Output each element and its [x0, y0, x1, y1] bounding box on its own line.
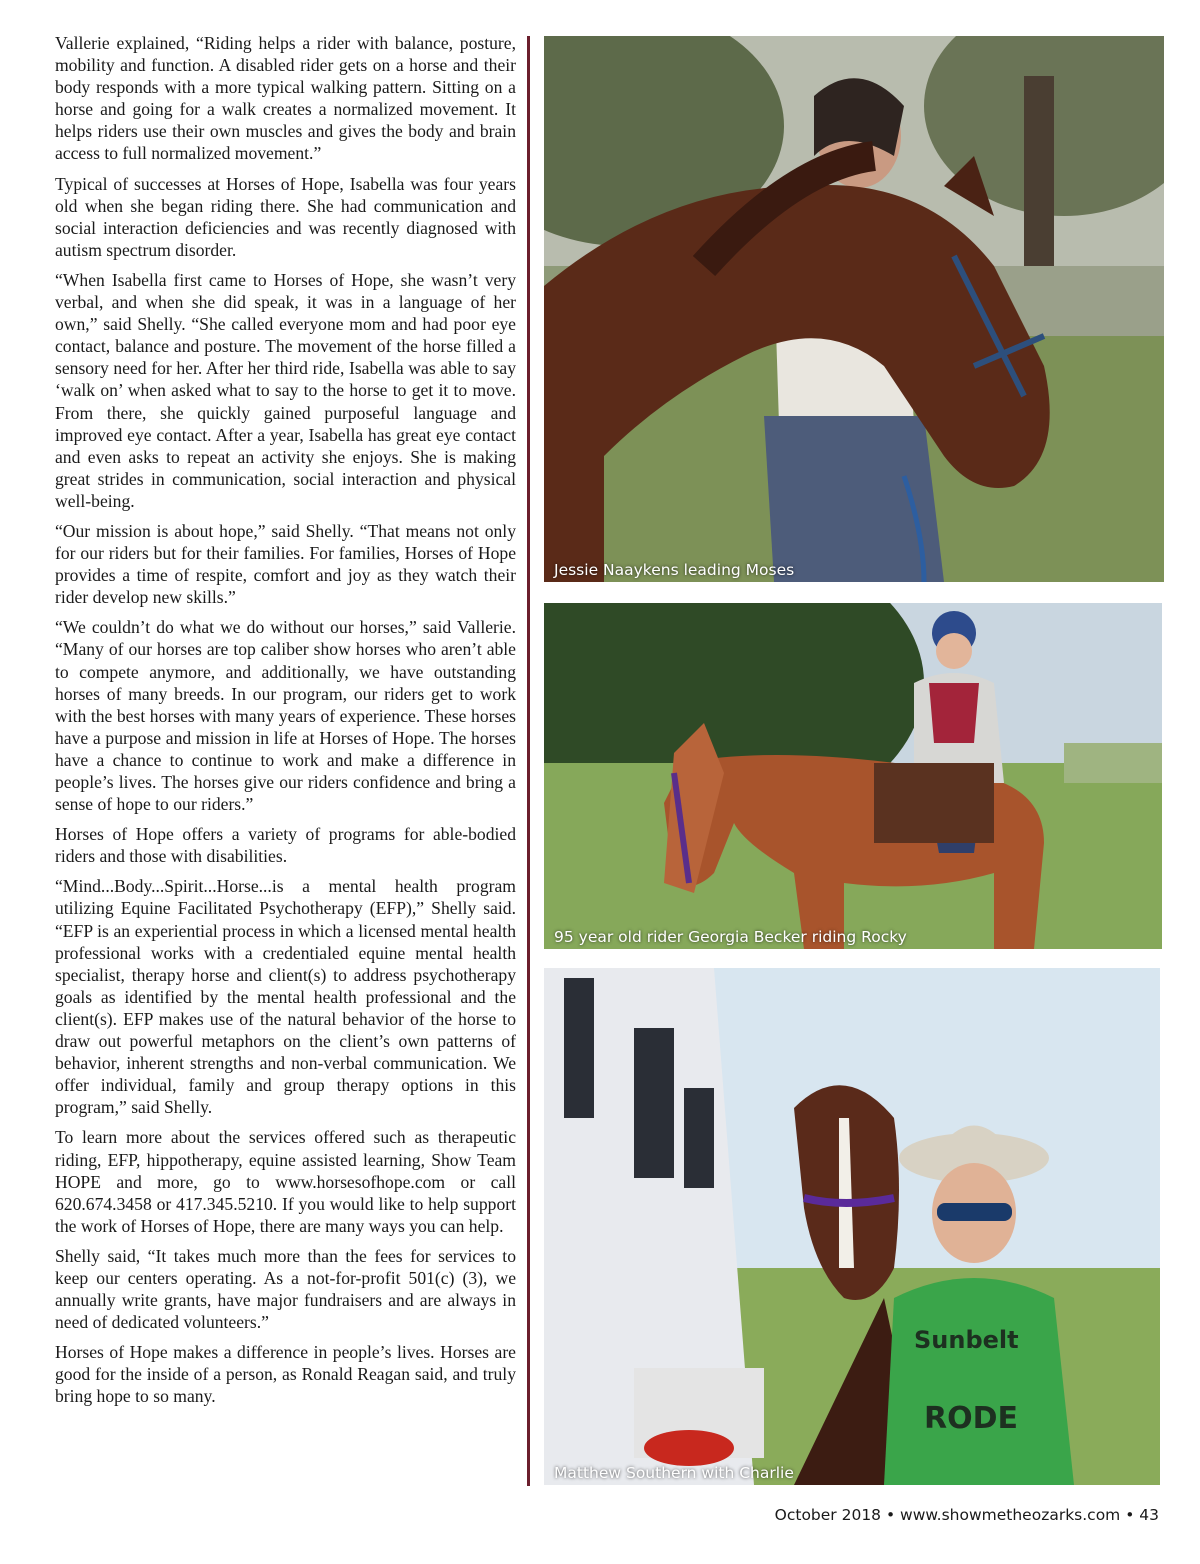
photo-illustration — [544, 36, 1164, 582]
photo-jessie-leading-moses — [544, 36, 1164, 582]
paragraph: To learn more about the services offered such as therapeutic riding, EFP, hippotherapy, equine assisted learning, Show Team HOPE and more, go to www.horsesofhope.com or call 620.674.3458 or 417.345.5210. If you would like to help support the work of Horses of Hope, there are many ways you can help. — [55, 1127, 516, 1236]
paragraph: “When Isabella first came to Horses of Hope, she wasn’t very verbal, and when she did speak, it was in a language of her own,” said Shelly. “She called everyone mom and had poor eye contact, balance and posture. The movement of the horse filled a sensory need for her. After her third ride, Isabella was able to say ‘walk on’ when asked what to say to the horse to get it to move. From there, she quickly gained purposeful language and improved eye contact. After a year, Isabella has great eye contact and even asks to repeat an activity she enjoys. She is making great strides in communication, social interaction and physical well-being. — [55, 269, 516, 511]
paragraph: Typical of successes at Horses of Hope, Isabella was four years old when she began riding there. She had communication and social interaction deficiencies and was recently diagnosed with autism spectrum disorder. — [55, 173, 516, 260]
column-divider — [527, 36, 530, 1486]
paragraph: Shelly said, “It takes much more than the fees for services to keep our centers operating. As a not-for-profit 501(c) (3), we annually write grants, have major fundraisers and are always in need of dedicated volunteers.” — [55, 1245, 516, 1333]
photo-caption: Jessie Naaykens leading Moses — [554, 561, 795, 579]
paragraph: “Mind...Body...Spirit...Horse...is a mental health program utilizing Equine Facilitated Psychotherapy (EFP),” Shelly said. “EFP is an experiential process in which a licensed mental health professional works with a credentialed equine mental health specialist, therapy horse and client(s) to address psychotherapy goals as identified by the mental health professional and the client(s). EFP makes use of the natural behavior of the horse to draw out powerful metaphors on the client’s own patterns of behavior, inherent strengths and non-verbal communication. We offer individual, family and group therapy options in this program,” said Shelly. — [55, 876, 516, 1118]
article-body — [55, 32, 516, 1416]
paragraph: Horses of Hope makes a difference in people’s lives. Horses are good for the inside of a person, as Ronald Reagan said, and truly bring hope to so many. — [55, 1342, 516, 1407]
photo-georgia-riding-rocky — [544, 603, 1162, 949]
paragraph: Horses of Hope offers a variety of programs for able-bodied riders and those with disabilities. — [55, 824, 516, 867]
photo-illustration — [544, 603, 1162, 949]
photo-matthew-with-charlie — [544, 968, 1160, 1485]
paragraph: Vallerie explained, “Riding helps a rider with balance, posture, mobility and function. A disabled rider gets on a horse and their body responds with a more typical walking pattern. Sitting on a horse and going for a walk creates a normalized movement. It helps riders use their own muscles and gives the body and brain access to full normalized movement.” — [55, 33, 516, 164]
photo-illustration — [544, 968, 1160, 1485]
photo-caption: Matthew Southern with Charlie — [554, 1464, 794, 1482]
shirt-text: RODE — [924, 1401, 1018, 1436]
page-footer: October 2018 • www.showmetheozarks.com • 43 — [774, 1506, 1159, 1524]
paragraph: “We couldn’t do what we do without our horses,” said Vallerie. “Many of our horses are top caliber show horses who aren’t able to compete anymore, and additionally, we have outstanding horses of many breeds. In our program, our riders get to work with the best horses with many years of experience. These horses have a purpose and mission in life at Horses of Hope. The horses have a chance to continue to work and make a difference in people’s lives. The horses give our riders confidence and bring a sense of hope to our riders.” — [55, 617, 516, 815]
shirt-text: Sunbelt — [914, 1326, 1019, 1354]
paragraph: “Our mission is about hope,” said Shelly. “That means not only for our riders but for their families. For families, Horses of Hope provides a time of respite, comfort and joy as they watch their rider develop new skills.” — [55, 520, 516, 608]
photo-caption: 95 year old rider Georgia Becker riding Rocky — [554, 928, 907, 946]
